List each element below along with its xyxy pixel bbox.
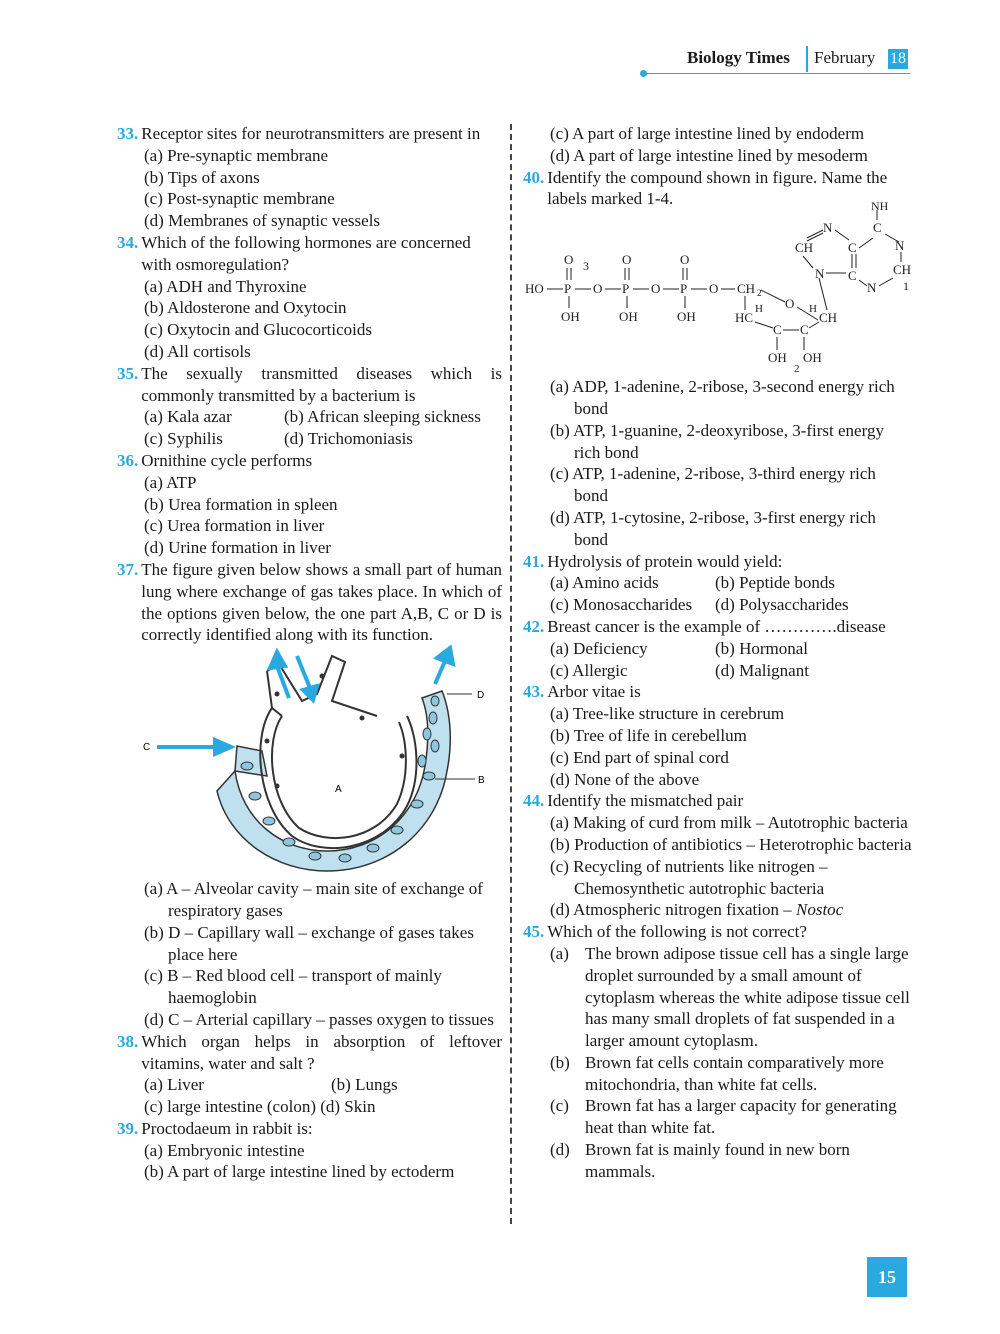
- option: (d) None of the above: [550, 769, 700, 789]
- ho-text: HO: [525, 281, 544, 297]
- option: (d) ATP, 1-cytosine, 2-ribose, 3-first energy rich bond: [550, 507, 876, 549]
- n-text: N: [823, 220, 833, 236]
- option: (d) C – Arterial capillary – passes oxygen to tissues: [144, 1009, 494, 1029]
- option-text: Brown fat cells contain comparatively more mitochondria, than white fat cells.: [585, 1052, 884, 1094]
- question-36: [117, 450, 502, 559]
- alveolus-figure: [117, 646, 502, 878]
- option: (d) Urine formation in liver: [144, 538, 331, 558]
- question-number: 40.: [523, 167, 545, 187]
- option: (b) Urea formation in spleen: [144, 494, 338, 514]
- option-text: Brown fat has a larger capacity for generating heat than white fat.: [585, 1096, 897, 1138]
- oh-text: OH: [619, 309, 638, 325]
- option: (a) Pre-synaptic membrane: [144, 145, 329, 165]
- option: (a) Amino acids: [550, 573, 659, 593]
- option: (b) A part of large intestine lined by ectoderm: [144, 1162, 455, 1182]
- label-1: 1: [903, 279, 909, 294]
- question-text: Receptor sites for neurotransmitters are present in: [141, 124, 481, 143]
- question-34: [117, 232, 502, 363]
- oh-text: OH: [677, 309, 696, 325]
- o-text: O: [680, 252, 690, 268]
- option-letter: (b): [550, 1052, 570, 1072]
- question-text: Ornithine cycle performs: [141, 450, 313, 470]
- question-text: Identify the compound shown in figure. Name the labels marked 1-4.: [547, 167, 888, 209]
- question-number: 43.: [523, 682, 545, 702]
- option: (c) End part of spinal cord: [550, 747, 729, 767]
- option-text: The brown adipose tissue cell has a single large droplet surrounded by a small amount of cytoplasm whereas the white adipose tissue cell has many small droplets of fat suspended in a larger amount cytoplasm.: [585, 943, 910, 1051]
- option-d: [523, 899, 913, 921]
- c-text: C: [873, 220, 882, 236]
- option: (c) large intestine (colon): [144, 1097, 316, 1117]
- column-divider: [510, 124, 512, 1224]
- o-text: O: [709, 281, 719, 297]
- label-d: D: [477, 690, 485, 702]
- nh2-text: NH: [871, 199, 889, 214]
- question-33: [117, 123, 502, 232]
- option: (a) ADH and Thyroxine: [144, 276, 307, 296]
- option: (b) Tips of axons: [144, 167, 260, 187]
- ch2-text: CH: [737, 281, 756, 297]
- question-text: The figure given below shows a small part of human lung where exchange of gas takes place. In which of the options given below, the one part A,B, C or D is correctly identified along with its function.: [141, 559, 502, 645]
- option: [523, 1095, 913, 1139]
- option: (a) Tree-like structure in cerebrum: [550, 704, 785, 724]
- option: (c) Urea formation in liver: [144, 516, 325, 536]
- option: (a) Liver: [144, 1075, 204, 1095]
- option: [523, 1139, 913, 1183]
- ch-text: CH: [893, 262, 912, 278]
- o-text: O: [622, 252, 632, 268]
- question-number: 33.: [117, 124, 139, 143]
- option: (b) Tree of life in cerebellum: [550, 725, 747, 745]
- label-a: A: [335, 784, 342, 796]
- question-number: 37.: [117, 559, 139, 579]
- c-text: C: [848, 268, 857, 284]
- question-41: [523, 551, 913, 616]
- question-38: [117, 1031, 502, 1118]
- option: (b) Peptide bonds: [715, 573, 835, 593]
- question-text: Breast cancer is the example of ………….disease: [547, 616, 886, 636]
- question-number: 45.: [523, 922, 545, 942]
- question-number: 35.: [117, 363, 139, 383]
- c-text: C: [848, 240, 857, 256]
- question-text: Identify the mismatched pair: [547, 791, 744, 811]
- question-42: [523, 616, 913, 681]
- option: (b) Aldosterone and Oxytocin: [144, 298, 347, 318]
- header-separator: [806, 46, 808, 72]
- oh-text: OH: [561, 309, 580, 325]
- question-35: [117, 363, 502, 450]
- o-text: O: [593, 281, 603, 297]
- question-number: 44.: [523, 791, 545, 811]
- subscript: 2: [757, 288, 762, 299]
- n-text: N: [815, 266, 825, 282]
- o-text: O: [564, 252, 574, 268]
- option: (c) B – Red blood cell – transport of mainly haemoglobin: [144, 966, 442, 1008]
- c-text: C: [800, 322, 809, 338]
- option: (d) Malignant: [715, 660, 809, 680]
- p-text: P: [564, 281, 572, 297]
- option: (b) D – Capillary wall – exchange of gases takes place here: [144, 922, 474, 964]
- question-text: Which organ helps in absorption of leftover vitamins, water and salt ?: [141, 1031, 502, 1073]
- option: (a) Kala azar: [144, 407, 232, 427]
- label-c: C: [143, 742, 151, 754]
- right-column: [523, 123, 913, 1183]
- option: (d) A part of large intestine lined by mesoderm: [550, 145, 868, 165]
- option: (a) Embryonic intestine: [144, 1140, 305, 1160]
- question-text: Which of the following hormones are concerned with osmoregulation?: [141, 232, 471, 274]
- issue-month: February: [814, 48, 876, 67]
- option: (c) Recycling of nutrients like nitrogen – Chemosynthetic autotrophic bacteria: [550, 856, 828, 898]
- atp-structure: [523, 199, 913, 376]
- question-number: 34.: [117, 232, 139, 252]
- question-text: The sexually transmitted diseases which is commonly transmitted by a bacterium is: [141, 363, 502, 405]
- option: (c) Allergic: [550, 660, 628, 680]
- option: (d) Atmospheric nitrogen fixation –: [550, 900, 796, 920]
- option: (d) All cortisols: [144, 341, 251, 361]
- option-letter: (a): [550, 943, 569, 963]
- option: (d) Polysaccharides: [715, 595, 849, 615]
- option: (a) ATP: [144, 472, 197, 492]
- option: (a) ADP, 1-adenine, 2-ribose, 3-second energy rich bond: [550, 377, 895, 418]
- option: [523, 1052, 913, 1096]
- h-text: H: [809, 303, 817, 316]
- question-number: 36.: [117, 450, 139, 470]
- option: (b) Production of antibiotics – Heterotrophic bacteria: [550, 834, 912, 854]
- option: (d) Trichomoniasis: [284, 429, 413, 449]
- magazine-title: Biology Times: [687, 48, 790, 67]
- option: (c) Monosaccharides: [550, 595, 693, 615]
- ch-text: CH: [819, 310, 838, 326]
- option: (b) Lungs: [331, 1075, 398, 1095]
- option: (c) A part of large intestine lined by endoderm: [550, 124, 865, 143]
- atp-figure: [523, 199, 913, 376]
- c-text: C: [773, 322, 782, 338]
- question-text: Arbor vitae is: [547, 682, 641, 702]
- option: (c) Syphilis: [144, 429, 223, 449]
- question-45: [523, 921, 913, 1183]
- question-number: 42.: [523, 616, 545, 636]
- question-number: 41.: [523, 551, 545, 571]
- option: (a) Making of curd from milk – Autotrophic bacteria: [550, 813, 908, 833]
- option: [523, 943, 913, 1052]
- issue-year: 18: [890, 50, 906, 67]
- o-text: O: [785, 296, 795, 312]
- oh-text: OH: [803, 350, 822, 366]
- alveolus-diagram: [117, 646, 502, 878]
- option: (d) Skin: [320, 1097, 376, 1117]
- label-b: B: [478, 775, 485, 787]
- p-text: P: [680, 281, 688, 297]
- question-40: [523, 167, 913, 551]
- option: (c) Post-synaptic membrane: [144, 189, 335, 209]
- option-pair: [117, 1096, 502, 1118]
- page-header: [640, 46, 910, 86]
- label-3: 3: [583, 259, 589, 274]
- option-letter: (d): [550, 1140, 570, 1160]
- header-rule: [644, 73, 910, 74]
- question-37: [117, 559, 502, 1031]
- question-44: [523, 790, 913, 921]
- question-43: [523, 681, 913, 790]
- option-text: Brown fat is mainly found in new born mammals.: [585, 1140, 850, 1181]
- n-text: N: [895, 238, 905, 254]
- option: (d) Membranes of synaptic vessels: [144, 211, 381, 231]
- option: (a) A – Alveolar cavity – main site of exchange of respiratory gases: [144, 879, 483, 920]
- h-text: H: [755, 303, 763, 316]
- question-39-continued: [523, 123, 913, 167]
- question-39: [117, 1118, 502, 1183]
- n-text: N: [867, 280, 877, 296]
- question-text: Hydrolysis of protein would yield:: [547, 551, 783, 571]
- option: (b) African sleeping sickness: [284, 407, 481, 427]
- option: (c) ATP, 1-adenine, 2-ribose, 3-third energy rich bond: [550, 464, 876, 506]
- option-letter: (c): [550, 1096, 569, 1116]
- left-column: [117, 123, 502, 1183]
- question-text: Which of the following is not correct?: [547, 922, 807, 942]
- option: (c) Oxytocin and Glucocorticoids: [144, 320, 373, 340]
- option: (a) Deficiency: [550, 638, 648, 658]
- option: (b) ATP, 1-guanine, 2-deoxyribose, 3-first energy rich bond: [550, 420, 884, 462]
- question-number: 38.: [117, 1031, 139, 1051]
- page-number: 15: [867, 1257, 907, 1297]
- organism-name: Nostoc: [795, 900, 844, 920]
- question-number: 39.: [117, 1118, 139, 1138]
- ch-text: CH: [795, 240, 814, 256]
- question-text: Proctodaeum in rabbit is:: [141, 1118, 313, 1138]
- p-text: P: [622, 281, 630, 297]
- option: (b) Hormonal: [715, 638, 809, 658]
- oh-text: OH: [768, 350, 787, 366]
- o-text: O: [651, 281, 661, 297]
- hc-text: HC: [735, 310, 754, 326]
- label-2: 2: [794, 363, 800, 376]
